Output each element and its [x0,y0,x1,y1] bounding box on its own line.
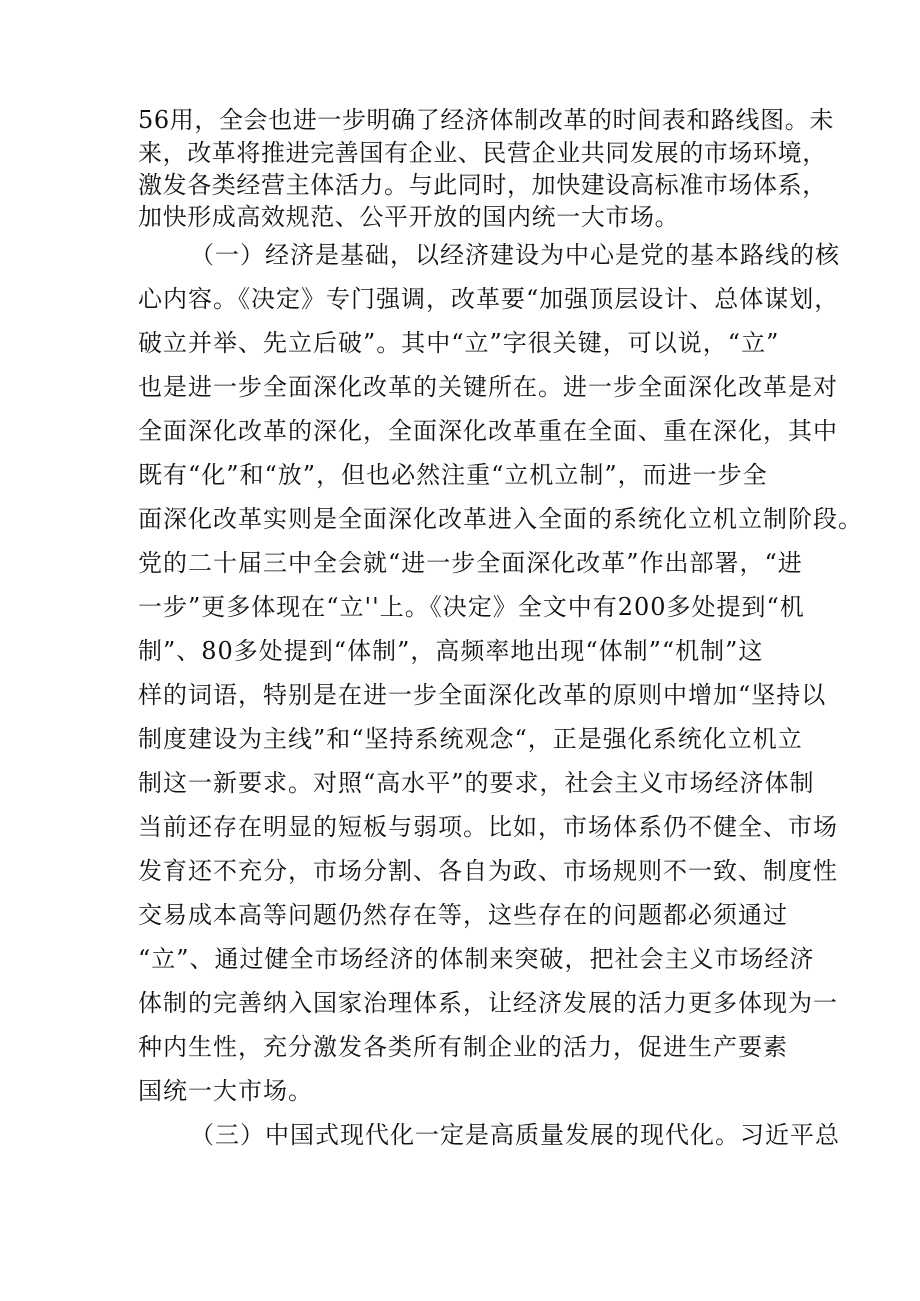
section-1-line-17: “立”、通过健全市场经济的体制来突破，把社会主义市场经济 [138,945,815,973]
paragraph-intro-line-1: 56用，全会也进一步明确了经济体制改革的时间表和路线图。未 [138,106,834,134]
section-1-line-16: 交易成本高等问题仍然存在等，这些存在的问题都必须通过 [138,901,788,929]
section-3-line-1: （三）中国式现代化一定是高质量发展的现代化。习近平总 [190,1121,840,1149]
section-1-line-11: 样的词语，特别是在进一步全面深化改革的原则中增加“坚持以 [138,681,827,709]
section-1-line-3: 破立并举、先立后破”。其中“立”字很关键，可以说，“立” [138,329,780,357]
paragraph-intro-line-2: 来，改革将推进完善国有企业、民营企业共同发展的市场环境， [138,139,827,167]
paragraph-intro-line-4: 加快形成高效规范、公平开放的国内统一大市场。 [138,203,680,231]
section-1-line-14: 当前还存在明显的短板与弱项。比如，市场体系仍不健全、市场 [138,813,838,841]
section-1-line-19: 种内生性，充分激发各类所有制企业的活力，促进生产要素 [138,1033,788,1061]
section-1-line-12: 制度建设为主线”和“坚持系统观念“，正是强化系统化立机立 [138,725,803,753]
section-1-line-20: 国统一大市场。 [138,1077,313,1105]
section-1-line-2: 心内容。《决定》专门强调，改革要“加强顶层设计、总体谋划， [138,285,840,313]
section-1-line-18: 体制的完善纳入国家治理体系，让经济发展的活力更多体现为一 [138,989,838,1017]
section-1-line-7: 面深化改革实则是全面深化改革进入全面的系统化立机立制阶段。 [138,505,863,533]
section-1-line-9: 一步”更多体现在“立''上。《决定》全文中有200多处提到“机 [138,593,805,621]
paragraph-intro-line-3: 激发各类经营主体活力。与此同时，加快建设高标准市场体系， [138,171,827,199]
section-1-line-8: 党的二十届三中全会就“进一步全面深化改革”作出部署，“进 [138,549,803,577]
section-1-line-10: 制”、80多处提到“体制”，高频率地出现“体制”“机制”这 [138,637,764,665]
section-1-line-13: 制这一新要求。对照“高水平”的要求，社会主义市场经济体制 [138,769,815,797]
section-1-line-1: （一）经济是基础，以经济建设为中心是党的基本路线的核 [190,241,840,269]
section-1-line-5: 全面深化改革的深化，全面深化改革重在全面、重在深化，其中 [138,417,838,445]
section-1-line-6: 既有“化”和“放”，但也必然注重“立机立制”，而进一步全 [138,461,768,489]
section-1-line-4: 也是进一步全面深化改革的关键所在。进一步全面深化改革是对 [138,373,838,401]
section-1-line-15: 发育还不充分，市场分割、各自为政、市场规则不一致、制度性 [138,857,838,885]
